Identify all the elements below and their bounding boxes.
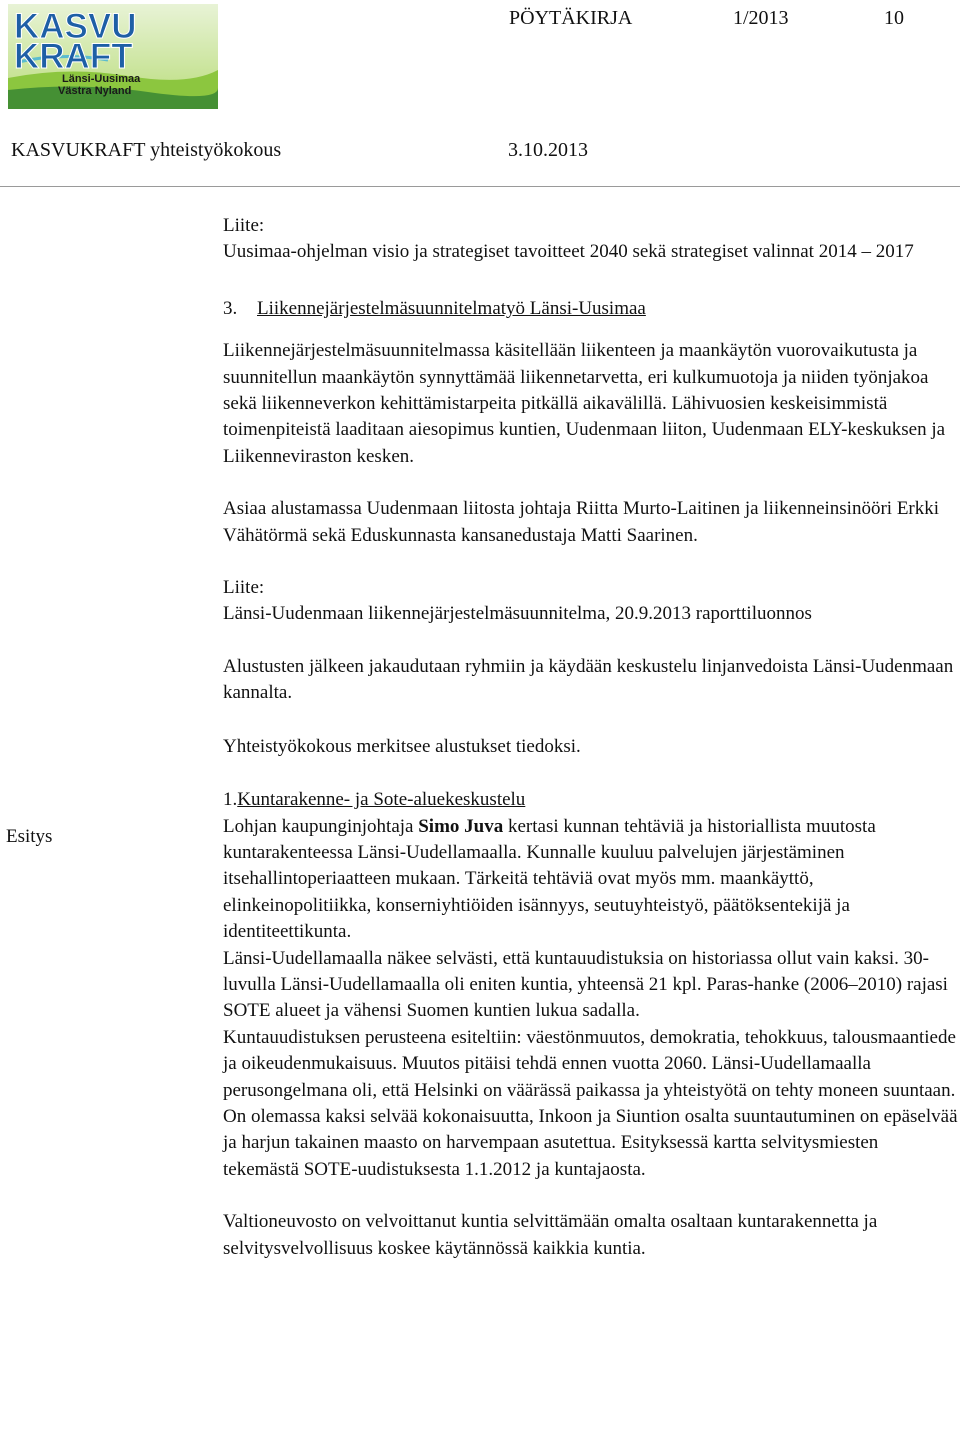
- section-title: Liikennejärjestelmäsuunnitelmatyö Länsi-Uusimaa: [257, 297, 646, 319]
- logo-text-kasvu: KASVU: [14, 7, 137, 46]
- subsection-heading: [223, 787, 958, 813]
- kasvukraft-logo: [8, 4, 218, 109]
- paragraph: On olemassa kaksi selvää kokonaisuutta, Inkoon ja Siuntion osalta suuntautuminen on epäselvää ja harjun takainen maasto on harvempaan asutettua. Esityksessä kartta selvitysmiesten tekemästä SOTE-uudistuksesta 1.1.2012 ja kuntajaosta.: [223, 1105, 958, 1180]
- paragraph: Liikennejärjestelmäsuunnitelmassa käsitellään liikenteen ja maankäytön vuorovaikutusta ja suunnitellun maankäytön synnyttämää liikennetarvetta, eri kulkumuotoja ja niiden työnjakoa sekä liikenneverkon kehittämistarpeita pitkällä aikavälillä. Lähivuosien keskeisimmistä toimenpiteistä laaditaan aiesopimus kuntien, Uudenmaan liiton, Uudenmaan ELY-keskuksen ja Liikenneviraston kesken.: [223, 340, 946, 467]
- attachment-title: Uusimaa-ohjelman visio ja strategiset tavoitteet 2040 sekä strategiset valinnat 2014 – 2017: [223, 241, 914, 263]
- paragraph: Kuntauudistuksen perusteena esiteltiin: väestönmuutos, demokratia, tehokkuus, talousmaantiede ja oikeudenmukaisuus. Muutos pitäisi tehdä ennen vuotta 2060. Länsi-Uudellamaalla perusongelmana oli, että Helsinki on väärässä paikassa ja yhteistyötä on tehty moneen suuntaan.: [223, 1026, 956, 1101]
- document-number: 1/2013: [733, 7, 789, 29]
- attachment-label: Liite:: [223, 215, 265, 236]
- proposal-label: Esitys: [6, 826, 53, 847]
- logo-text-kraft: KRAFT: [14, 37, 133, 76]
- meeting-name: KASVUKRAFT yhteistyökokous: [11, 139, 282, 161]
- section-number: 3.: [223, 297, 238, 319]
- attachment-label: Liite:: [223, 577, 265, 599]
- paragraph: Valtioneuvosto on velvoittanut kuntia selvittämään omalta osaltaan kuntarakennetta ja selvitysvelvollisuus koskee käytännössä kaikkia kuntia.: [223, 1211, 878, 1259]
- header-divider: [0, 186, 960, 187]
- person-name: Simo Juva: [418, 815, 504, 837]
- paragraph-text: kertasi kunnan tehtäviä ja historiallista muutosta kuntarakenteessa Länsi-Uudellamaalla. Kunnalle kuuluu palvelujen järjestäminen itsehallintoperiaatteen mukaan. Tärkeitä tehtäviä ovat myös mm. maankäyttö, elinkeinopolitiikka, konserniyhtiöiden isännyys, seutuyhteistyö, päätöksentekijä ja identiteettikunta.: [223, 815, 876, 943]
- proposal-text: Yhteistyökokous merkitsee alustukset tiedoksi.: [223, 735, 581, 757]
- paragraph: Alustusten jälkeen jakaudutaan ryhmiin ja käydään keskustelu linjanvedoista Länsi-Uudenmaan kannalta.: [223, 655, 954, 704]
- logo-text-region-fi: Länsi-Uusimaa: [62, 73, 141, 85]
- paragraph: Länsi-Uudellamaalla näkee selvästi, että kuntauudistuksia on historiassa ollut vain kaksi. 30-luvulla Länsi-Uudellamaalla oli eniten kuntia, yhteensä 21 kpl. Paras-hanke (2006–2010) rajasi SOTE alueet ja vähensi Suomen kuntien lukua sadalla.: [223, 947, 948, 1022]
- meeting-date: 3.10.2013: [508, 139, 588, 161]
- document-type: PÖYTÄKIRJA: [509, 7, 633, 29]
- subsection-number: 1.: [223, 789, 238, 811]
- page-number: 10: [884, 7, 904, 29]
- document-body: [223, 213, 958, 1262]
- attachment-title: Länsi-Uudenmaan liikennejärjestelmäsuunnitelma, 20.9.2013 raporttiluonnos: [223, 603, 812, 625]
- section-heading: [223, 296, 958, 322]
- paragraph-text: Lohjan kaupunginjohtaja: [223, 815, 419, 837]
- paragraph: Asiaa alustamassa Uudenmaan liitosta johtaja Riitta Murto-Laitinen ja liikenneinsinööri Erkki Vähätörmä sekä Eduskunnasta kansanedustaja Matti Saarinen.: [223, 498, 940, 546]
- paragraph: [223, 814, 958, 946]
- logo-text-region-sv: Västra Nyland: [58, 85, 132, 97]
- subsection-title: Kuntarakenne- ja Sote-aluekeskustelu: [237, 789, 526, 811]
